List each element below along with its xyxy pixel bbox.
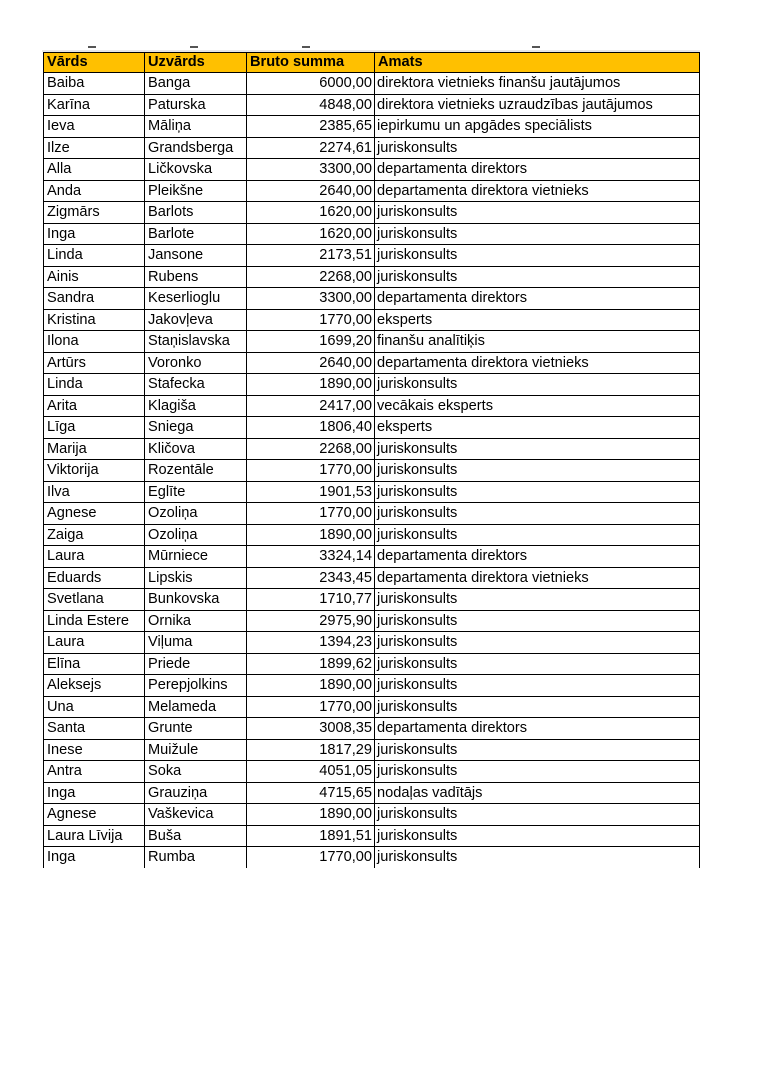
cell-amats: juriskonsults — [375, 610, 700, 632]
table-row — [44, 116, 700, 138]
cell-amats: departamenta direktora vietnieks — [375, 180, 700, 202]
cell-vards: Elīna — [44, 653, 145, 675]
cell-uzvards: Mūrniece — [145, 546, 247, 568]
column-header-amats: Amats — [375, 53, 700, 73]
cell-bruto-summa: 1620,00 — [247, 223, 375, 245]
cell-vards: Arita — [44, 395, 145, 417]
cell-uzvards: Barlots — [145, 202, 247, 224]
cell-bruto-summa: 1620,00 — [247, 202, 375, 224]
cell-amats: juriskonsults — [375, 675, 700, 697]
rule-mark — [190, 46, 198, 48]
cell-uzvards: Sniega — [145, 417, 247, 439]
table-row — [44, 804, 700, 826]
cell-amats: juriskonsults — [375, 503, 700, 525]
cell-bruto-summa: 1710,77 — [247, 589, 375, 611]
cell-amats: juriskonsults — [375, 524, 700, 546]
table-row — [44, 653, 700, 675]
cell-vards: Agnese — [44, 804, 145, 826]
cell-bruto-summa: 1699,20 — [247, 331, 375, 353]
cell-vards: Līga — [44, 417, 145, 439]
cell-uzvards: Bunkovska — [145, 589, 247, 611]
cell-vards: Linda — [44, 374, 145, 396]
cell-vards: Ilva — [44, 481, 145, 503]
cell-uzvards: Pleikšne — [145, 180, 247, 202]
table-row — [44, 718, 700, 740]
cell-bruto-summa: 1770,00 — [247, 696, 375, 718]
cell-vards: Zigmārs — [44, 202, 145, 224]
table-row — [44, 395, 700, 417]
cell-uzvards: Viļuma — [145, 632, 247, 654]
cell-uzvards: Grunte — [145, 718, 247, 740]
cell-uzvards: Keserlioglu — [145, 288, 247, 310]
cell-bruto-summa: 2268,00 — [247, 266, 375, 288]
cell-vards: Viktorija — [44, 460, 145, 482]
cell-uzvards: Eglīte — [145, 481, 247, 503]
table-row — [44, 503, 700, 525]
cell-uzvards: Voronko — [145, 352, 247, 374]
table-row — [44, 610, 700, 632]
cell-vards: Laura Līvija — [44, 825, 145, 847]
table-row — [44, 245, 700, 267]
cell-bruto-summa: 1891,51 — [247, 825, 375, 847]
table-row — [44, 739, 700, 761]
cell-uzvards: Rozentāle — [145, 460, 247, 482]
cell-amats: departamenta direktors — [375, 718, 700, 740]
table-row — [44, 675, 700, 697]
cell-bruto-summa: 4051,05 — [247, 761, 375, 783]
cell-bruto-summa: 3324,14 — [247, 546, 375, 568]
table-row — [44, 481, 700, 503]
cell-vards: Laura — [44, 546, 145, 568]
cell-bruto-summa: 2640,00 — [247, 352, 375, 374]
cell-bruto-summa: 2385,65 — [247, 116, 375, 138]
cell-vards: Inese — [44, 739, 145, 761]
cell-vards: Inga — [44, 782, 145, 804]
cell-uzvards: Priede — [145, 653, 247, 675]
cell-amats: direktora vietnieks uzraudzības jautājumos — [375, 94, 700, 116]
cell-amats: direktora vietnieks finanšu jautājumos — [375, 73, 700, 95]
cell-amats: juriskonsults — [375, 245, 700, 267]
table-row — [44, 825, 700, 847]
table-row — [44, 546, 700, 568]
cell-vards: Ainis — [44, 266, 145, 288]
cell-vards: Kristina — [44, 309, 145, 331]
table-row — [44, 331, 700, 353]
cell-vards: Agnese — [44, 503, 145, 525]
cell-vards: Inga — [44, 223, 145, 245]
cell-vards: Baiba — [44, 73, 145, 95]
cell-uzvards: Soka — [145, 761, 247, 783]
salary-table — [43, 52, 700, 868]
cell-uzvards: Ozoliņa — [145, 524, 247, 546]
cell-bruto-summa: 4848,00 — [247, 94, 375, 116]
cell-vards: Eduards — [44, 567, 145, 589]
rule-mark — [532, 46, 540, 48]
cell-amats: juriskonsults — [375, 761, 700, 783]
cell-uzvards: Klagiša — [145, 395, 247, 417]
cell-vards: Aleksejs — [44, 675, 145, 697]
cell-bruto-summa: 2975,90 — [247, 610, 375, 632]
cell-amats: juriskonsults — [375, 137, 700, 159]
cell-uzvards: Jansone — [145, 245, 247, 267]
cell-uzvards: Ornika — [145, 610, 247, 632]
table-row — [44, 94, 700, 116]
cell-vards: Antra — [44, 761, 145, 783]
table-row — [44, 438, 700, 460]
cell-vards: Zaiga — [44, 524, 145, 546]
cell-amats: juriskonsults — [375, 374, 700, 396]
cell-amats: juriskonsults — [375, 847, 700, 868]
cell-vards: Inga — [44, 847, 145, 868]
cell-bruto-summa: 1806,40 — [247, 417, 375, 439]
cell-bruto-summa: 1770,00 — [247, 309, 375, 331]
column-header-vards: Vārds — [44, 53, 145, 73]
cell-amats: departamenta direktora vietnieks — [375, 352, 700, 374]
cell-uzvards: Māliņa — [145, 116, 247, 138]
cell-amats: juriskonsults — [375, 653, 700, 675]
cell-amats: juriskonsults — [375, 739, 700, 761]
cell-amats: departamenta direktora vietnieks — [375, 567, 700, 589]
cell-vards: Linda Estere — [44, 610, 145, 632]
cell-vards: Ieva — [44, 116, 145, 138]
cell-bruto-summa: 1770,00 — [247, 847, 375, 868]
cell-amats: iepirkumu un apgādes speciālists — [375, 116, 700, 138]
table-row — [44, 137, 700, 159]
cell-amats: eksperts — [375, 309, 700, 331]
cell-vards: Ilona — [44, 331, 145, 353]
cell-bruto-summa: 1890,00 — [247, 374, 375, 396]
table-header-row — [44, 53, 700, 73]
table-row — [44, 309, 700, 331]
cell-bruto-summa: 2274,61 — [247, 137, 375, 159]
cell-bruto-summa: 1394,23 — [247, 632, 375, 654]
table-row — [44, 73, 700, 95]
cell-vards: Svetlana — [44, 589, 145, 611]
cell-uzvards: Buša — [145, 825, 247, 847]
table-row — [44, 696, 700, 718]
table-row — [44, 159, 700, 181]
table-row — [44, 288, 700, 310]
cell-bruto-summa: 4715,65 — [247, 782, 375, 804]
cell-amats: juriskonsults — [375, 696, 700, 718]
column-header-uzvards: Uzvārds — [145, 53, 247, 73]
table-row — [44, 460, 700, 482]
cell-vards: Marija — [44, 438, 145, 460]
cell-amats: nodaļas vadītājs — [375, 782, 700, 804]
cell-bruto-summa: 1890,00 — [247, 524, 375, 546]
cell-amats: juriskonsults — [375, 481, 700, 503]
cell-uzvards: Melameda — [145, 696, 247, 718]
cell-uzvards: Jakovļeva — [145, 309, 247, 331]
table-row — [44, 782, 700, 804]
cell-bruto-summa: 1901,53 — [247, 481, 375, 503]
rule-mark — [88, 46, 96, 48]
cell-amats: eksperts — [375, 417, 700, 439]
table-row — [44, 266, 700, 288]
cell-bruto-summa: 1770,00 — [247, 460, 375, 482]
cell-amats: juriskonsults — [375, 804, 700, 826]
cell-bruto-summa: 2343,45 — [247, 567, 375, 589]
cell-amats: departamenta direktors — [375, 546, 700, 568]
cell-uzvards: Staņislavska — [145, 331, 247, 353]
cell-amats: juriskonsults — [375, 825, 700, 847]
cell-uzvards: Barlote — [145, 223, 247, 245]
cell-vards: Sandra — [44, 288, 145, 310]
table-row — [44, 352, 700, 374]
cell-uzvards: Rubens — [145, 266, 247, 288]
cell-uzvards: Lipskis — [145, 567, 247, 589]
cell-amats: juriskonsults — [375, 589, 700, 611]
table-row — [44, 761, 700, 783]
table-row — [44, 417, 700, 439]
cell-bruto-summa: 2640,00 — [247, 180, 375, 202]
cell-amats: juriskonsults — [375, 438, 700, 460]
cell-bruto-summa: 3300,00 — [247, 159, 375, 181]
table-row — [44, 180, 700, 202]
table-row — [44, 632, 700, 654]
cell-amats: departamenta direktors — [375, 159, 700, 181]
cell-vards: Laura — [44, 632, 145, 654]
cell-uzvards: Stafecka — [145, 374, 247, 396]
cell-bruto-summa: 2268,00 — [247, 438, 375, 460]
cell-vards: Santa — [44, 718, 145, 740]
cell-uzvards: Banga — [145, 73, 247, 95]
table-row — [44, 589, 700, 611]
cell-uzvards: Paturska — [145, 94, 247, 116]
cell-bruto-summa: 1890,00 — [247, 675, 375, 697]
cell-vards: Una — [44, 696, 145, 718]
table-row — [44, 374, 700, 396]
cell-amats: departamenta direktors — [375, 288, 700, 310]
cell-uzvards: Vaškevica — [145, 804, 247, 826]
table-row — [44, 847, 700, 868]
cell-uzvards: Grandsberga — [145, 137, 247, 159]
table-row — [44, 567, 700, 589]
cell-bruto-summa: 1899,62 — [247, 653, 375, 675]
cell-vards: Ilze — [44, 137, 145, 159]
table-row — [44, 524, 700, 546]
cell-vards: Karīna — [44, 94, 145, 116]
cell-bruto-summa: 3300,00 — [247, 288, 375, 310]
cell-uzvards: Rumba — [145, 847, 247, 868]
cell-uzvards: Ličkovska — [145, 159, 247, 181]
cell-bruto-summa: 2417,00 — [247, 395, 375, 417]
table-row — [44, 223, 700, 245]
cell-uzvards: Perepjolkins — [145, 675, 247, 697]
cell-bruto-summa: 3008,35 — [247, 718, 375, 740]
cell-amats: finanšu analītiķis — [375, 331, 700, 353]
cell-vards: Anda — [44, 180, 145, 202]
cell-bruto-summa: 1770,00 — [247, 503, 375, 525]
cell-vards: Artūrs — [44, 352, 145, 374]
cell-uzvards: Ozoliņa — [145, 503, 247, 525]
table-row — [44, 202, 700, 224]
cell-amats: vecākais eksperts — [375, 395, 700, 417]
cell-bruto-summa: 6000,00 — [247, 73, 375, 95]
cell-amats: juriskonsults — [375, 223, 700, 245]
rule-mark — [302, 46, 310, 48]
cell-uzvards: Muižule — [145, 739, 247, 761]
cell-uzvards: Grauziņa — [145, 782, 247, 804]
cell-vards: Linda — [44, 245, 145, 267]
cell-bruto-summa: 2173,51 — [247, 245, 375, 267]
cell-vards: Alla — [44, 159, 145, 181]
cell-amats: juriskonsults — [375, 266, 700, 288]
cell-amats: juriskonsults — [375, 202, 700, 224]
cell-amats: juriskonsults — [375, 460, 700, 482]
cell-uzvards: Kličova — [145, 438, 247, 460]
cell-bruto-summa: 1890,00 — [247, 804, 375, 826]
table-body — [44, 73, 700, 868]
column-header-bruto: Bruto summa — [247, 53, 375, 73]
cell-amats: juriskonsults — [375, 632, 700, 654]
cell-bruto-summa: 1817,29 — [247, 739, 375, 761]
